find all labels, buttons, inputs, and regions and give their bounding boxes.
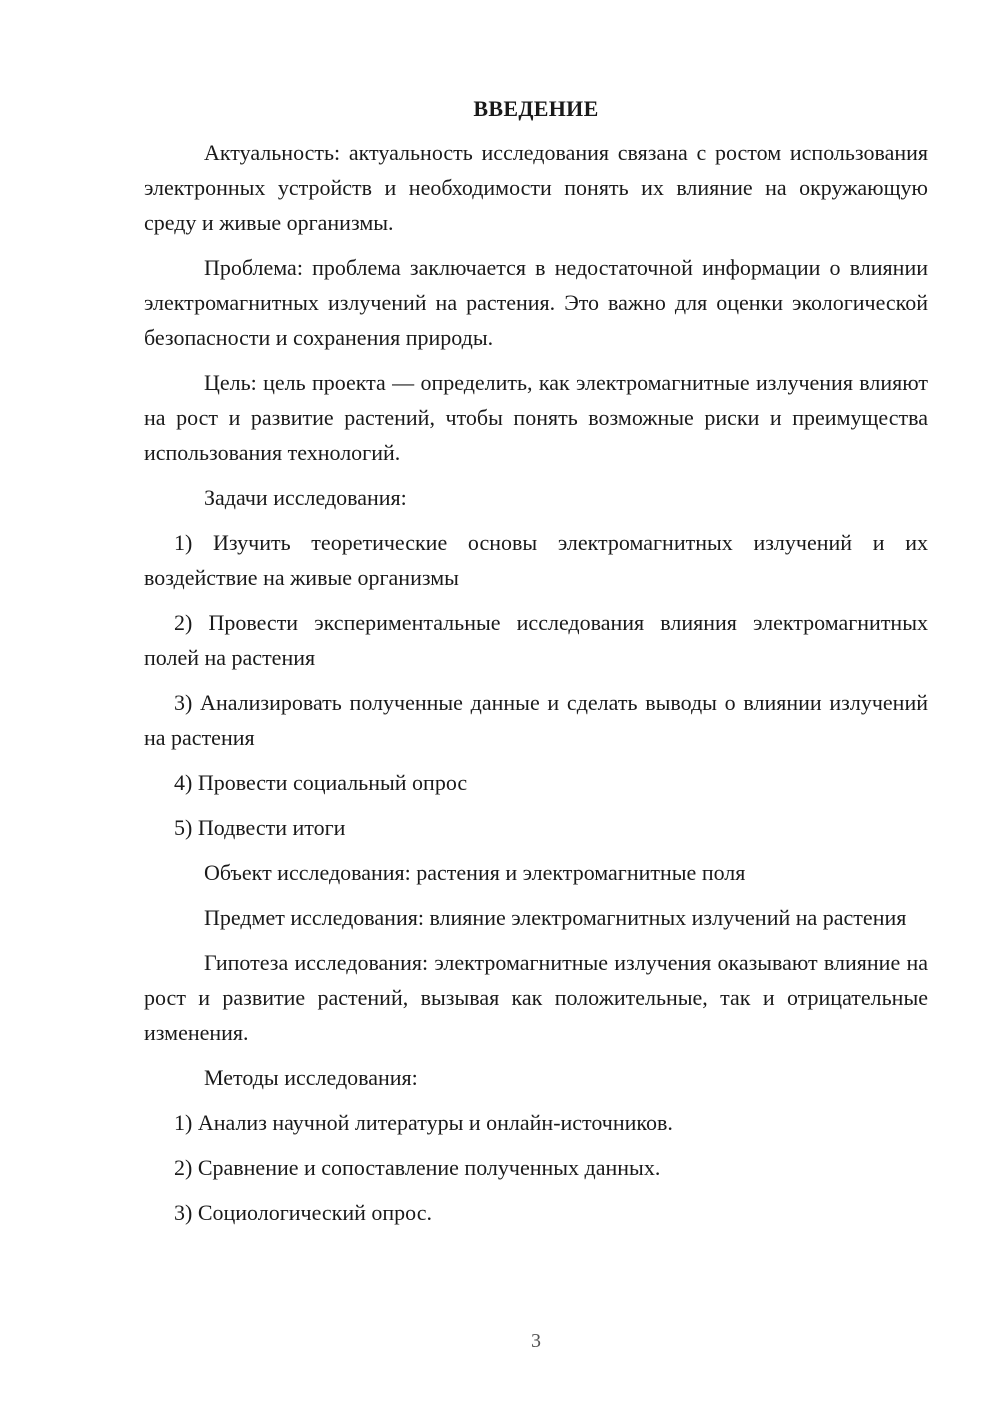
- page-number: 3: [531, 1330, 541, 1352]
- method-item: 1) Анализ научной литературы и онлайн-источников.: [174, 1110, 673, 1135]
- method-item: 3) Социологический опрос.: [174, 1200, 432, 1225]
- task-item: 1) Изучить теоретические основы электромагнитных излучений и их воздействие на живые организмы: [144, 530, 928, 590]
- method-item: 2) Сравнение и сопоставление полученных данных.: [174, 1155, 661, 1180]
- task-item: 4) Провести социальный опрос: [174, 770, 468, 795]
- subject-paragraph: Предмет исследования: влияние электромагнитных излучений на растения: [204, 905, 907, 930]
- task-item: 2) Провести экспериментальные исследования влияния электромагнитных полей на растения: [144, 610, 928, 670]
- document-page: [144, 94, 928, 1240]
- task-item: 3) Анализировать полученные данные и сделать выводы о влиянии излучений на растения: [144, 690, 928, 750]
- tasks-heading: Задачи исследования:: [204, 485, 407, 510]
- relevance-paragraph: Актуальность: актуальность исследования связана с ростом использования электронных устройств и необходимости понять их влияние на окружающую среду и живые организмы.: [144, 140, 928, 235]
- methods-heading: Методы исследования:: [204, 1065, 418, 1090]
- hypothesis-paragraph: Гипотеза исследования: электромагнитные излучения оказывают влияние на рост и развитие растений, вызывая как положительные, так и отрицательные изменения.: [144, 950, 928, 1045]
- goal-paragraph: Цель: цель проекта — определить, как электромагнитные излучения влияют на рост и развитие растений, чтобы понять возможные риски и преимущества использования технологий.: [144, 370, 928, 465]
- task-item: 5) Подвести итоги: [174, 815, 346, 840]
- page-title: ВВЕДЕНИЕ: [473, 96, 599, 121]
- problem-paragraph: Проблема: проблема заключается в недостаточной информации о влиянии электромагнитных излучений на растения. Это важно для оценки экологической безопасности и сохранения природы.: [144, 255, 928, 350]
- object-paragraph: Объект исследования: растения и электромагнитные поля: [204, 860, 746, 885]
